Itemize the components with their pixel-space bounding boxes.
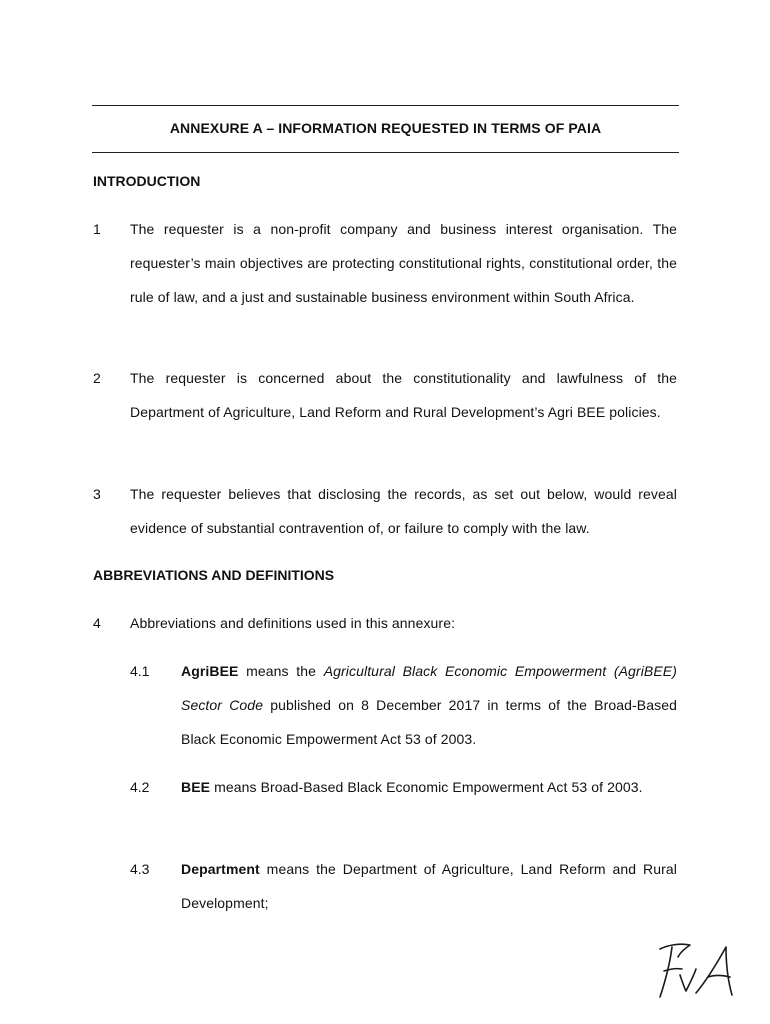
definition-term: AgriBEE bbox=[181, 663, 239, 679]
signature-stroke bbox=[660, 944, 690, 957]
signature-stroke bbox=[696, 947, 732, 995]
paragraph-text: Abbreviations and definitions used in this annexure: bbox=[130, 615, 456, 631]
definition-text bbox=[181, 654, 677, 756]
signature-stroke bbox=[680, 969, 696, 991]
section-heading-introduction: INTRODUCTION bbox=[93, 173, 201, 189]
paragraph-number: 1 bbox=[93, 221, 101, 237]
title-top-rule bbox=[92, 105, 679, 106]
paragraph-number: 3 bbox=[93, 486, 101, 502]
signature-stroke bbox=[708, 976, 730, 978]
definition-number: 4.1 bbox=[130, 663, 150, 679]
paragraph-text: The requester is concerned about the constitutionality and lawfulness of the Department of Agriculture, Land Reform and Rural Development’s Agri BEE policies. bbox=[130, 370, 677, 420]
definition-term: Department bbox=[181, 861, 260, 877]
definition-rest: means the Department of Agriculture, Land Reform and Rural Development; bbox=[181, 861, 677, 911]
definition-rest: means Broad-Based Black Economic Empowerment Act 53 of 2003. bbox=[210, 779, 643, 795]
definition-text bbox=[181, 770, 677, 804]
document-title: ANNEXURE A – INFORMATION REQUESTED IN TERMS OF PAIA bbox=[169, 120, 602, 136]
signature-stroke bbox=[660, 947, 672, 997]
paragraph-number: 2 bbox=[93, 370, 101, 386]
definition-means: means the bbox=[238, 663, 324, 679]
definition-rest: published on 8 December 2017 in terms of the Broad-Based Black Economic Empowerment Act 53 of 2003. bbox=[181, 697, 677, 747]
section-heading-abbreviations: ABBREVIATIONS AND DEFINITIONS bbox=[93, 567, 335, 583]
definition-text bbox=[181, 852, 677, 920]
definition-number: 4.2 bbox=[130, 779, 150, 795]
paragraph-number: 4 bbox=[93, 615, 101, 631]
definition-number: 4.3 bbox=[130, 861, 150, 877]
title-bottom-rule bbox=[92, 152, 679, 153]
definition-italic-title: Agricultural Black Economic Empowerment (AgriBEE) Sector Code bbox=[181, 663, 677, 713]
definition-term: BEE bbox=[181, 779, 211, 795]
signature-stroke bbox=[664, 969, 682, 971]
paragraph-text: The requester is a non-profit company and business interest organisation. The requester’s main objectives are protecting constitutional rights, constitutional order, the rule of law, and a just and sustainable business environment within South Africa. bbox=[130, 221, 677, 305]
signature-initials bbox=[650, 935, 740, 1005]
paragraph-text: The requester believes that disclosing the records, as set out below, would reveal evidence of substantial contravention of, or failure to comply with the law. bbox=[130, 486, 677, 536]
